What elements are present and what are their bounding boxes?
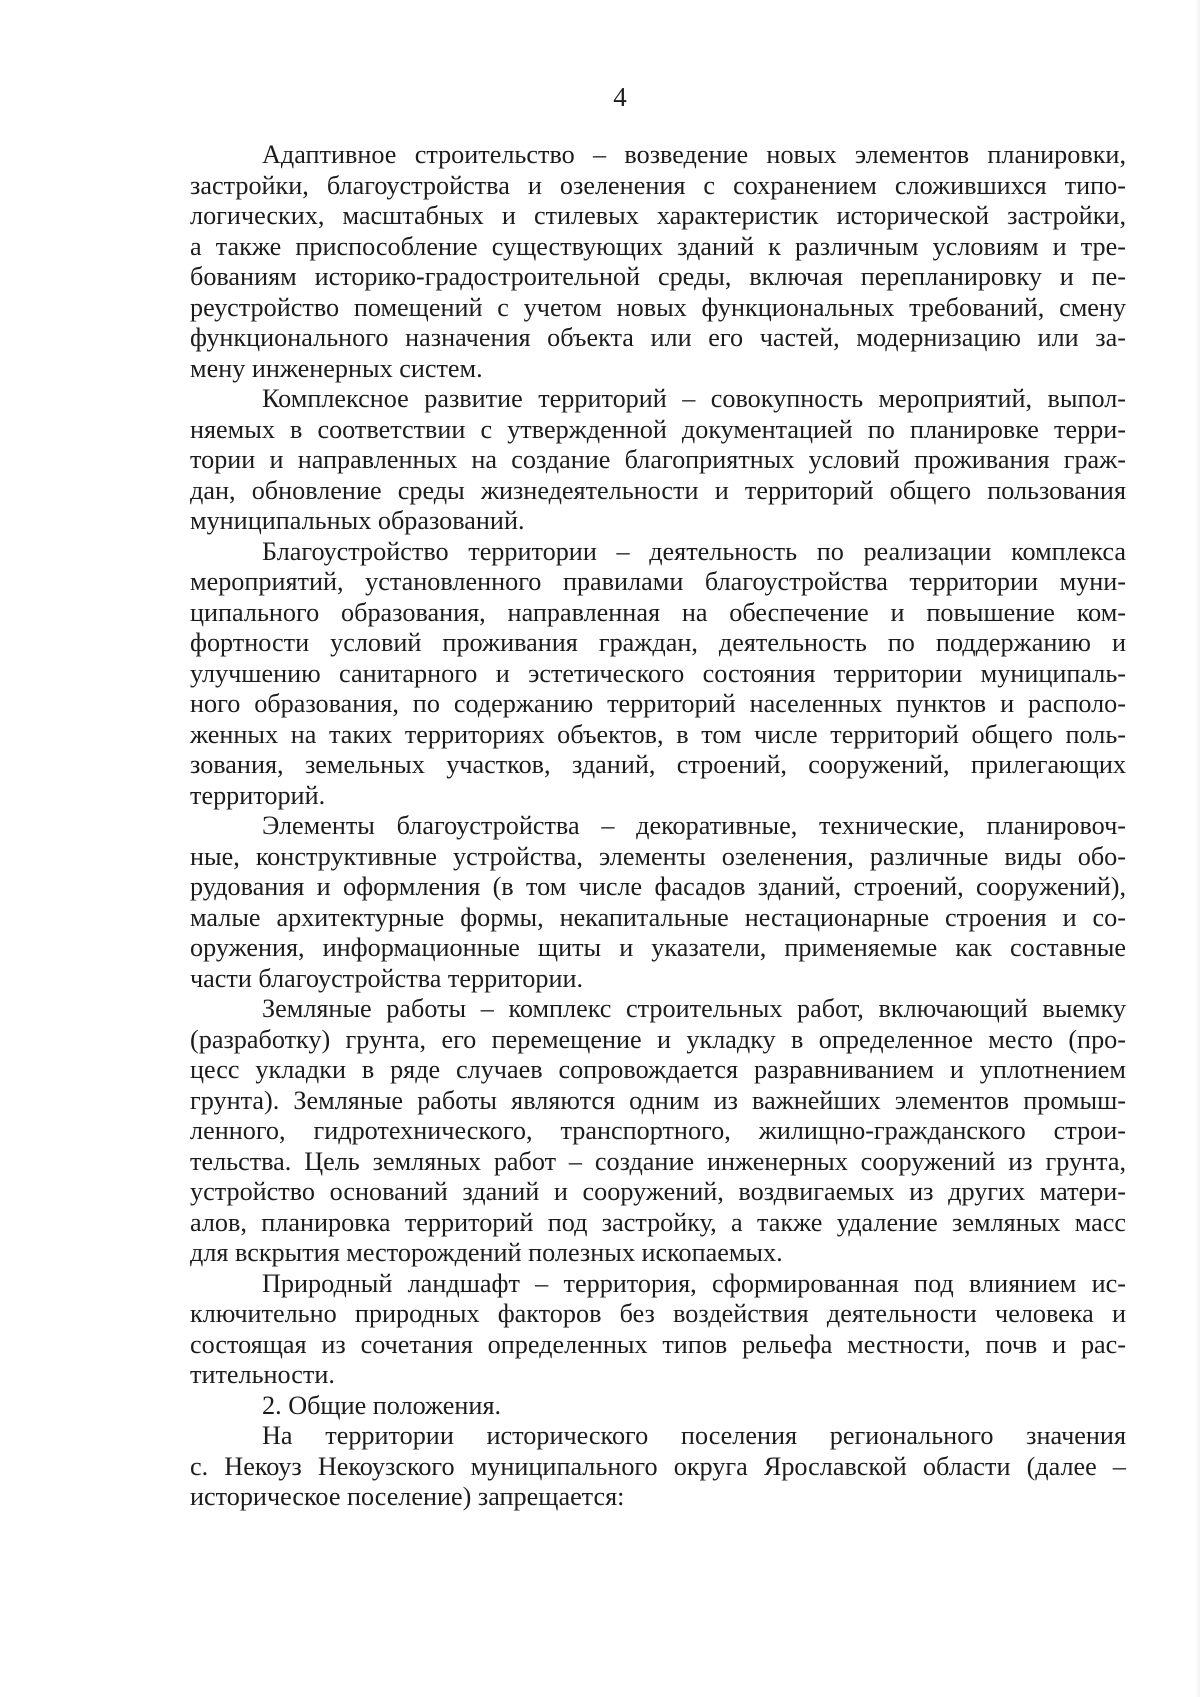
- text-line: На территории исторического поселения регионального значения: [262, 1421, 1126, 1450]
- text-line: с. Некоуз Некоузского муниципального округа Ярославской области (далее –: [190, 1451, 1126, 1481]
- text-line: дан, обновление среды жизнедеятельности и территорий общего пользования: [190, 475, 1126, 505]
- text-line: Природный ландшафт – территория, сформированная под влиянием ис-: [262, 1268, 1126, 1298]
- paragraph: [190, 1421, 1126, 1513]
- text-line: фортности условий проживания граждан, деятельность по поддержанию и: [190, 628, 1126, 657]
- text-line: Земляные работы – комплекс строительных работ, включающий выемку: [262, 994, 1126, 1023]
- text-line: ного образования, по содержанию территорий населенных пунктов и располо-: [190, 689, 1126, 718]
- text-line: Благоустройство территории – деятельность по реализации комплекса: [262, 536, 1126, 566]
- text-line: тории и направленных на создание благоприятных условий проживания граж-: [190, 445, 1126, 474]
- text-line: ключительно природных факторов без воздействия деятельности человека и: [190, 1299, 1126, 1328]
- paragraph: [190, 994, 1126, 1269]
- text-line: няемых в соответствии с утвержденной документацией по планировке терри-: [190, 414, 1126, 444]
- text-line: ные, конструктивные устройства, элементы озеленения, различные виды обо-: [190, 841, 1126, 871]
- text-line: женных на таких территориях объектов, в том числе территорий общего поль-: [190, 719, 1126, 749]
- text-line: функционального назначения объекта или его частей, модернизацию или за-: [190, 323, 1126, 352]
- text-line: мероприятий, установленного правилами благоустройства территории муни-: [190, 567, 1126, 596]
- text-line: состоящая из сочетания определенных типов рельефа местности, почв и рас-: [190, 1329, 1126, 1359]
- text-line: части благоустройства территории.: [190, 963, 584, 993]
- text-line: ленного, гидротехнического, транспортного, жилищно-гражданского строи-: [190, 1116, 1126, 1145]
- text-line: территорий.: [190, 780, 326, 810]
- text-line: зования, земельных участков, зданий, строений, сооружений, прилегающих: [190, 750, 1126, 779]
- text-line: рудования и оформления (в том числе фасадов зданий, строений, сооружений),: [190, 872, 1126, 901]
- text-line: 2. Общие положения.: [262, 1390, 502, 1420]
- text-line: тительности.: [190, 1360, 335, 1389]
- text-line: ципального образования, направленная на обеспечение и повышение ком-: [190, 597, 1126, 627]
- text-line: оружения, информационные щиты и указатели, применяемые как составные: [190, 933, 1126, 962]
- text-line: (разработку) грунта, его перемещение и укладку в определенное место (про-: [190, 1024, 1126, 1054]
- text-line: алов, планировка территорий под застройку, а также удаление земляных масс: [190, 1207, 1126, 1237]
- text-line: застройки, благоустройства и озеленения с сохранением сложившихся типо-: [190, 170, 1126, 200]
- text-line: мену инженерных систем.: [190, 353, 483, 383]
- text-line: муниципальных образований.: [190, 506, 525, 535]
- text-line: Адаптивное строительство – возведение новых элементов планировки,: [262, 140, 1126, 169]
- paragraph: [190, 1269, 1126, 1391]
- text-line: реустройство помещений с учетом новых функциональных требований, смену: [190, 292, 1126, 322]
- text-line: цесс укладки в ряде случаев сопровождается разравниванием и уплотнением: [190, 1055, 1126, 1084]
- text-line: Комплексное развитие территорий – совокупность мероприятий, выпол-: [262, 384, 1126, 413]
- text-line: историческое поселение) запрещается:: [190, 1482, 625, 1511]
- text-line: Элементы благоустройства – декоративные, технические, планировоч-: [262, 811, 1126, 840]
- paragraph: [190, 140, 1126, 384]
- text-line: устройство оснований зданий и сооружений, воздвигаемых из других матери-: [190, 1177, 1126, 1206]
- text-line: грунта). Земляные работы являются одним из важнейших элементов промыш-: [190, 1085, 1126, 1115]
- text-line: бованиям историко-градостроительной среды, включая перепланировку и пе-: [190, 262, 1126, 291]
- paragraph: [190, 1391, 1126, 1422]
- scan-edge-shadow: [1195, 0, 1200, 1697]
- paragraph: [190, 811, 1126, 994]
- paragraph: [190, 384, 1126, 537]
- text-line: малые архитектурные формы, некапитальные нестационарные строения и со-: [190, 902, 1126, 932]
- text-line: улучшению санитарного и эстетического состояния территории муниципаль-: [190, 658, 1126, 688]
- page-number: 4: [613, 82, 627, 112]
- text-line: а также приспособление существующих зданий к различным условиям и тре-: [190, 231, 1126, 261]
- document-body: [190, 140, 1126, 1513]
- text-line: для вскрытия месторождений полезных ископаемых.: [190, 1238, 783, 1267]
- paragraph: [190, 537, 1126, 812]
- text-line: тельства. Цель земляных работ – создание инженерных сооружений из грунта,: [190, 1146, 1126, 1176]
- text-line: логических, масштабных и стилевых характеристик исторической застройки,: [190, 201, 1126, 230]
